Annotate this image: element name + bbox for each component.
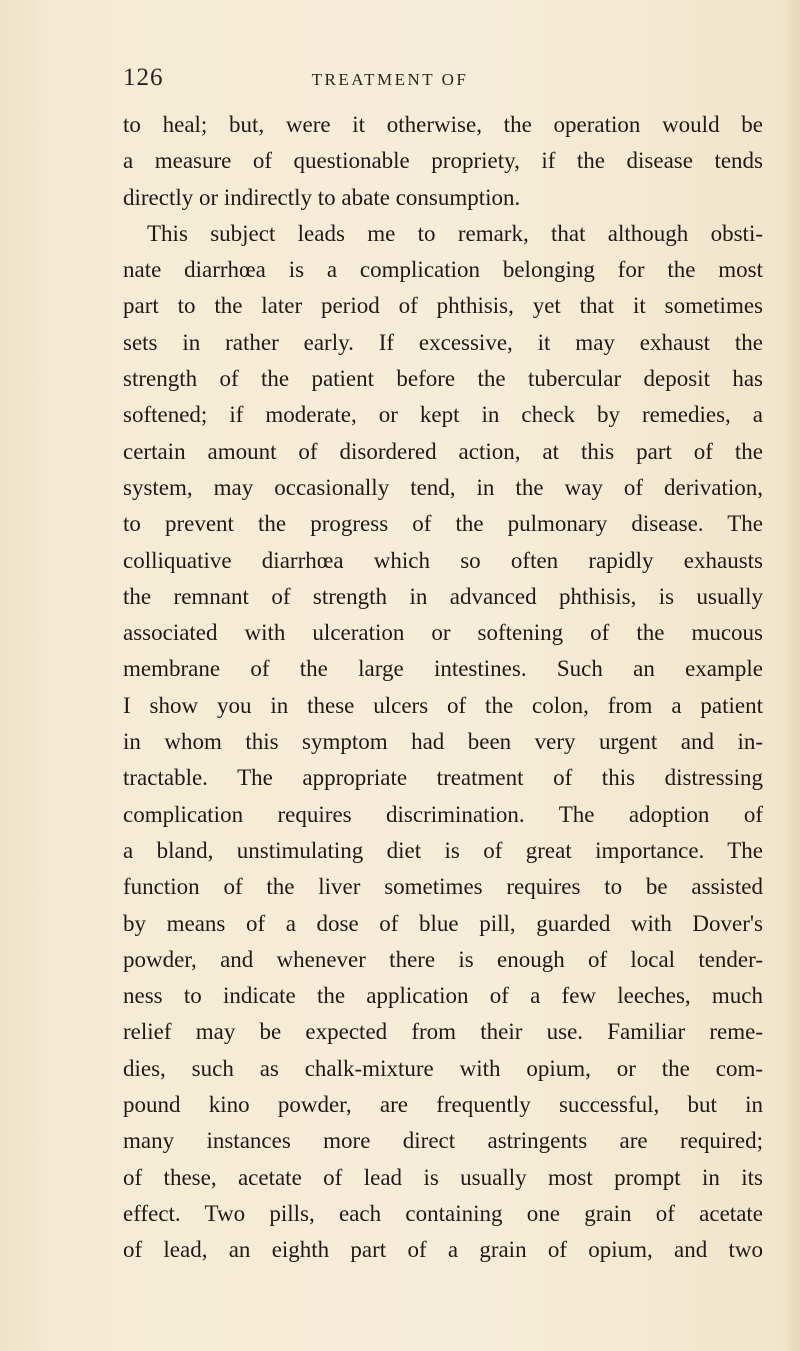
page-header	[0, 62, 800, 96]
text-line: membrane of the large intestines. Such an example	[123, 656, 763, 682]
text-line: pound kino powder, are frequently successful, but in	[123, 1092, 763, 1118]
text-line: directly or indirectly to abate consumption.	[123, 184, 521, 210]
text-line: in whom this symptom had been very urgent and in-	[123, 729, 763, 755]
text-line: complication requires discrimination. The adoption of	[123, 801, 763, 827]
text-line: part to the later period of phthisis, yet that it sometimes	[123, 293, 763, 319]
text-line: I show you in these ulcers of the colon, from a patient	[123, 692, 763, 718]
text-line: to prevent the progress of the pulmonary disease. The	[123, 511, 763, 537]
text-line: This subject leads me to remark, that although obsti-	[147, 220, 763, 246]
running-title: TREATMENT OF	[311, 70, 469, 89]
page-number: 126	[123, 64, 164, 91]
text-line: ness to indicate the application of a few leeches, much	[123, 983, 763, 1009]
text-line: softened; if moderate, or kept in check by remedies, a	[123, 402, 763, 428]
text-line: colliquative diarrhœa which so often rapidly exhausts	[123, 547, 763, 573]
text-line: dies, such as chalk-mixture with opium, or the com-	[123, 1055, 763, 1081]
text-line: system, may occasionally tend, in the way of derivation,	[123, 474, 763, 500]
text-line: relief may be expected from their use. Familiar reme-	[123, 1019, 763, 1045]
text-line: by means of a dose of blue pill, guarded with Dover's	[123, 910, 763, 936]
text-line: the remnant of strength in advanced phthisis, is usually	[123, 583, 763, 609]
text-line: associated with ulceration or softening of the mucous	[123, 620, 763, 646]
text-line: tractable. The appropriate treatment of this distressing	[123, 765, 763, 791]
text-line: of these, acetate of lead is usually most prompt in its	[123, 1164, 763, 1190]
text-line: sets in rather early. If excessive, it may exhaust the	[123, 329, 763, 355]
text-line: nate diarrhœa is a complication belonging for the most	[123, 257, 763, 283]
text-line: effect. Two pills, each containing one grain of acetate	[123, 1200, 763, 1226]
text-line: of lead, an eighth part of a grain of opium, and two	[123, 1237, 763, 1263]
text-line: to heal; but, were it otherwise, the operation would be	[123, 112, 763, 137]
text-line: function of the liver sometimes requires to be assisted	[123, 874, 763, 900]
page-edge-shadow	[782, 0, 800, 1351]
text-line: powder, and whenever there is enough of local tender-	[123, 946, 763, 972]
text-line: a bland, unstimulating diet is of great importance. The	[123, 837, 763, 863]
text-line: many instances more direct astringents are required;	[123, 1128, 763, 1154]
body-text	[123, 107, 763, 1269]
text-line: a measure of questionable propriety, if the disease tends	[123, 148, 763, 174]
text-line: certain amount of disordered action, at this part of the	[123, 438, 763, 464]
text-line: strength of the patient before the tubercular deposit has	[123, 366, 763, 392]
